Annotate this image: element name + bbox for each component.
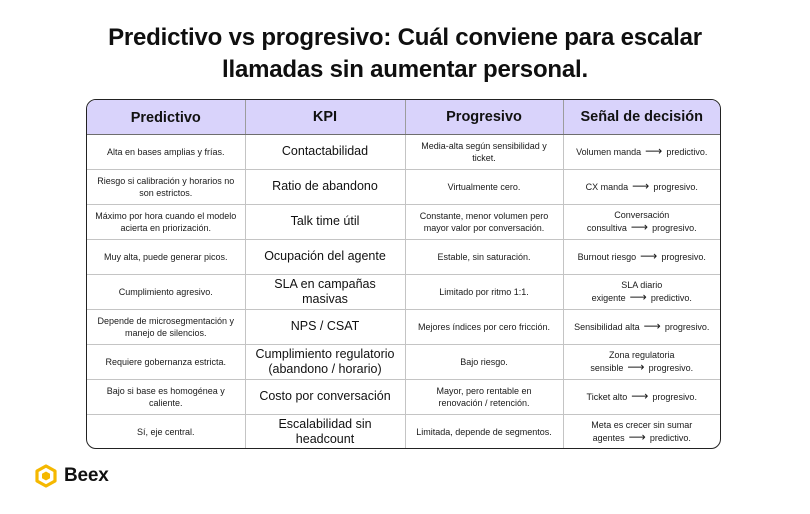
table-row [87,204,720,239]
arrow-right-icon: ⟶ [627,360,645,374]
cell-senal [563,134,720,169]
cell-kpi: Talk time útil [245,204,405,239]
cell-progresivo: Mejores índices por cero fricción. [405,309,563,344]
arrow-right-icon: ⟶ [630,220,649,234]
title-line-2: llamadas sin aumentar personal. [222,56,588,83]
cell-senal [563,309,720,344]
table-row [87,344,720,379]
cell-kpi: Escalabilidad sin headcount [245,414,405,449]
brand-logo [34,463,109,489]
senal-result: predictivo. [649,433,691,444]
senal-condition: Ticket alto [586,392,628,402]
comparison-table [86,99,721,449]
cell-kpi: NPS / CSAT [245,309,405,344]
beex-hexagon-icon [34,464,58,488]
arrow-right-icon: ⟶ [629,290,647,304]
cell-kpi: Ocupación del agente [245,239,405,274]
cell-predictivo: Riesgo si calibración y horarios no son estrictos. [87,169,245,204]
cell-progresivo: Mayor, pero rentable en renovación / retención. [405,379,563,414]
cell-predictivo: Depende de microsegmentación y manejo de silencios. [87,309,245,344]
header-progresivo: Progresivo [405,100,563,134]
cell-progresivo: Constante, menor volumen pero mayor valor por conversación. [405,204,563,239]
cell-senal [563,414,720,449]
table-row [87,274,720,309]
title-line-1: Predictivo vs progresivo: Cuál conviene para escalar [108,24,702,51]
senal-result: progresivo. [661,252,706,262]
arrow-right-icon: ⟶ [640,249,658,263]
cell-progresivo: Estable, sin saturación. [405,239,563,274]
senal-condition: Conversación consultiva [586,210,670,233]
senal-condition: Zona regulatoria sensible [590,350,675,373]
cell-progresivo: Limitada, depende de segmentos. [405,414,563,449]
cell-predictivo: Cumplimiento agresivo. [87,274,245,309]
senal-condition: SLA diario exigente [591,280,663,303]
table-row [87,169,720,204]
cell-progresivo: Virtualmente cero. [405,169,563,204]
cell-progresivo: Media-alta según sensibilidad y ticket. [405,134,563,169]
cell-predictivo: Alta en bases amplias y frías. [87,134,245,169]
arrow-right-icon: ⟶ [632,179,650,193]
cell-predictivo: Máximo por hora cuando el modelo acierta en priorización. [87,204,245,239]
cell-senal [563,169,720,204]
table-header-row [87,100,720,134]
cell-progresivo: Limitado por ritmo 1:1. [405,274,563,309]
table-row [87,379,720,414]
arrow-right-icon: ⟶ [628,430,646,445]
table-row [87,239,720,274]
cell-senal [563,204,720,239]
cell-kpi: Cumplimiento regulatorio (abandono / horario) [245,344,405,379]
table-row [87,414,720,449]
cell-senal [563,344,720,379]
senal-result: progresivo. [653,182,698,192]
cell-predictivo: Requiere gobernanza estricta. [87,344,245,379]
cell-senal [563,274,720,309]
arrow-right-icon: ⟶ [645,144,663,158]
senal-condition: CX manda [585,182,629,192]
senal-result: predictivo. [650,293,692,303]
cell-senal [563,239,720,274]
senal-result: progresivo. [652,223,697,233]
senal-condition: Sensibilidad alta [574,322,640,332]
cell-predictivo: Bajo si base es homogénea y caliente. [87,379,245,414]
table-row [87,134,720,169]
header-predictivo: Predictivo [87,100,245,134]
senal-result: progresivo. [664,322,710,332]
senal-result: progresivo. [652,392,697,402]
page-title [0,22,810,86]
brand-name: Beex [64,465,109,486]
senal-result: progresivo. [648,363,694,373]
table-row [87,309,720,344]
arrow-right-icon: ⟶ [631,389,649,403]
senal-result: predictivo. [666,147,708,157]
arrow-right-icon: ⟶ [643,319,661,333]
cell-predictivo: Sí, eje central. [87,414,245,449]
cell-senal [563,379,720,414]
cell-kpi: Costo por conversación [245,379,405,414]
header-senal: Señal de decisión [563,100,720,134]
header-kpi: KPI [245,100,405,134]
cell-progresivo: Bajo riesgo. [405,344,563,379]
senal-condition: Meta es crecer sin sumar agentes [591,420,693,444]
cell-kpi: SLA en campañas masivas [245,274,405,309]
senal-condition: Burnout riesgo [577,252,637,262]
cell-kpi: Contactabilidad [245,134,405,169]
cell-predictivo: Muy alta, puede generar picos. [87,239,245,274]
cell-kpi: Ratio de abandono [245,169,405,204]
senal-condition: Volumen manda [576,147,642,157]
